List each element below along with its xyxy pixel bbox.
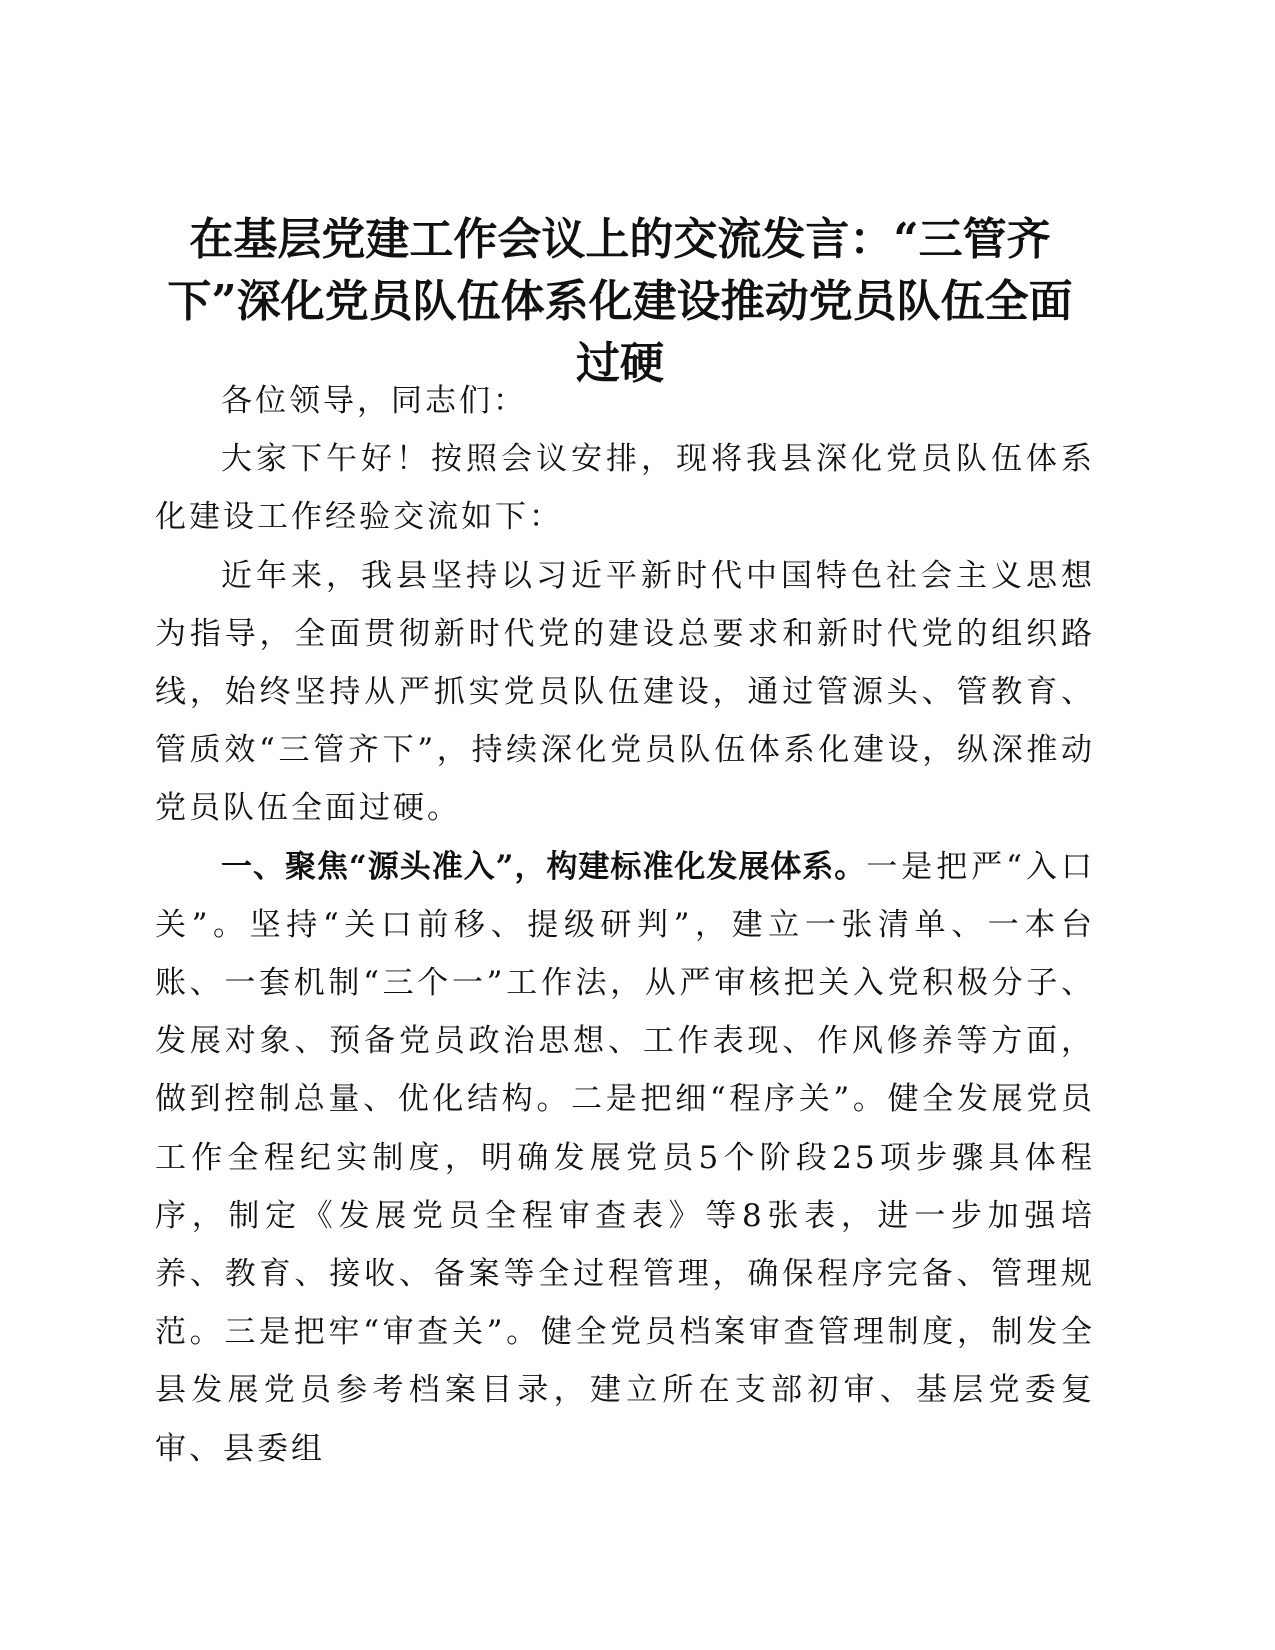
document-title: 在基层党建工作会议上的交流发言：“三管齐下”深化党员队伍体系化建设推动党员队伍全面过硬 [167, 214, 1073, 390]
section-1-paragraph [155, 838, 1095, 1478]
section-1-heading: 一、聚焦“源头准入”，构建标准化发展体系。 [221, 848, 867, 885]
document-body [155, 372, 1095, 1478]
greeting-paragraph: 大家下午好！按照会议安排，现将我县深化党员队伍体系化建设工作经验交流如下： [155, 441, 1095, 536]
salutation: 各位领导，同志们： [221, 383, 527, 419]
intro-paragraph: 近年来，我县坚持以习近平新时代中国特色社会主义思想为指导，全面贯彻新时代党的建设总要求和新时代党的组织路线，始终坚持从严抓实党员队伍建设，通过管源头、管教育、管质效“三管齐下”，持续深化党员队伍体系化建设，纵深推动党员队伍全面过硬。 [155, 557, 1095, 827]
section-1-text: 一是把严“入口关”。坚持“关口前移、提级研判”，建立一张清单、一本台账、一套机制“三个一”工作法，从严审核把关入党积极分子、发展对象、预备党员政治思想、工作表现、作风修养等方面，做到控制总量、优化结构。二是把细“程序关”。健全发展党员工作全程纪实制度，明确发展党员5个阶段25项步骤具体程序，制定《发展党员全程审查表》等8张表，进一步加强培养、教育、接收、备案等全过程管理，确保程序完备、管理规范。三是把牢“审查关”。健全党员档案审查管理制度，制发全县发展党员参考档案目录，建立所在支部初审、基层党委复审、县委组 [155, 848, 1095, 1467]
